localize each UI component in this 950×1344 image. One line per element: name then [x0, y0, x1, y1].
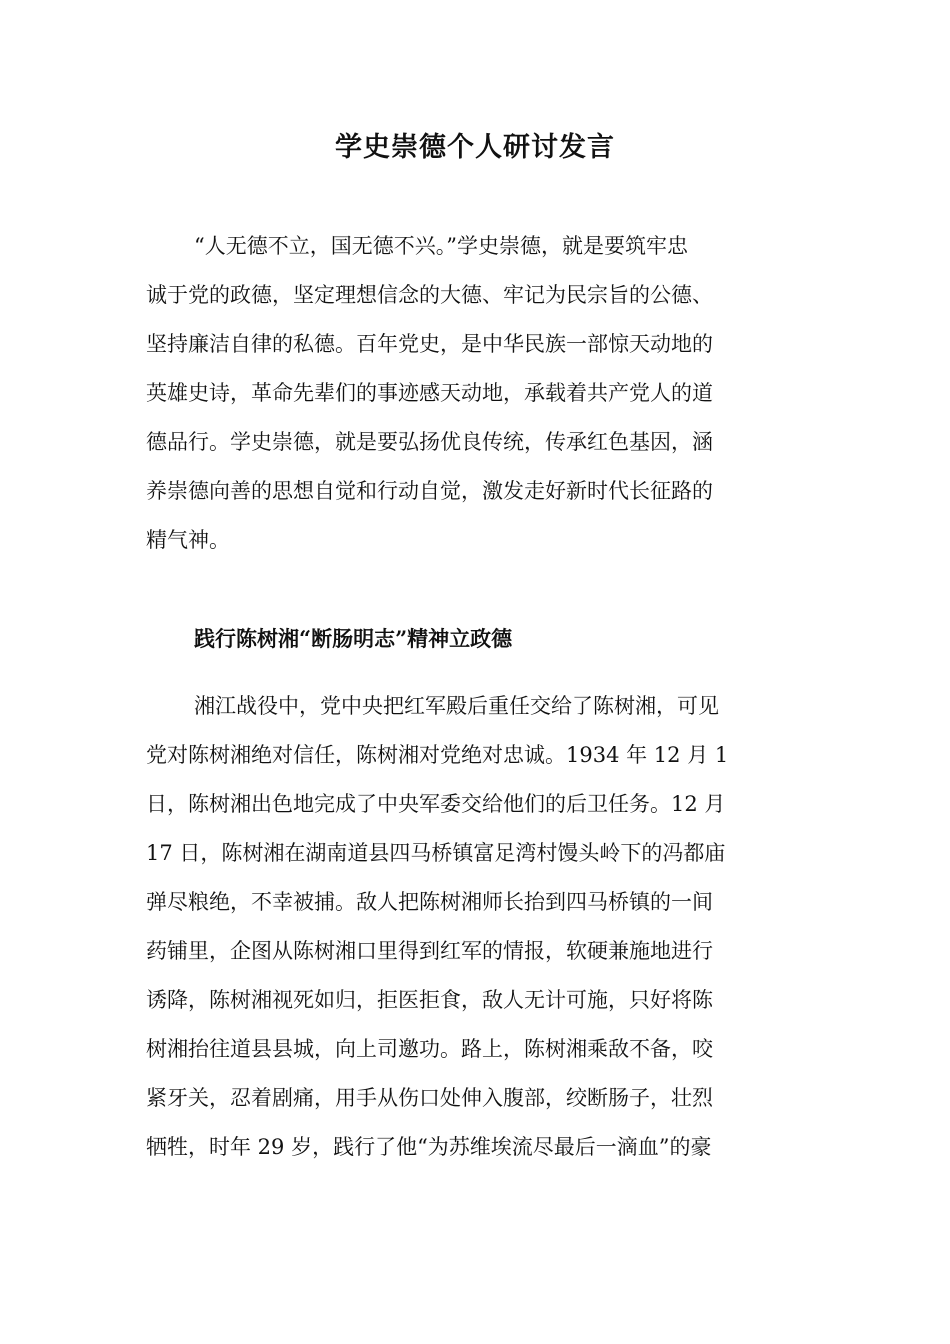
- paragraph-line: 树湘抬往道县县城，向上司邀功。路上，陈树湘乘敌不备，咬: [146, 1037, 713, 1061]
- paragraph-line: 德品行。学史崇德，就是要弘扬优良传统，传承红色基因，涵: [146, 430, 713, 454]
- paragraph-line: 党对陈树湘绝对信任，陈树湘对党绝对忠诚。1934 年 12 月 1: [146, 743, 729, 767]
- document-title: 学史崇德个人研讨发言: [335, 132, 615, 163]
- paragraph-line: 湘江战役中，党中央把红军殿后重任交给了陈树湘，可见: [194, 694, 719, 718]
- paragraph-line: 英雄史诗，革命先辈们的事迹感天动地，承载着共产党人的道: [146, 381, 713, 405]
- paragraph-chen-shuxiang: [146, 682, 800, 1172]
- paragraph-line: 弹尽粮绝，不幸被捕。敌人把陈树湘师长抬到四马桥镇的一间: [146, 890, 713, 914]
- paragraph-line: 牺牲，时年 29 岁，践行了他“为苏维埃流尽最后一滴血”的豪: [146, 1135, 712, 1159]
- paragraph-line: 诱降，陈树湘视死如归，拒医拒食，敌人无计可施，只好将陈: [146, 988, 713, 1012]
- paragraph-line: 17 日，陈树湘在湖南道县四马桥镇富足湾村馒头岭下的冯都庙: [146, 841, 726, 865]
- paragraph-line: 诚于党的政德，坚定理想信念的大德、牢记为民宗旨的公德、: [146, 283, 713, 307]
- paragraph-line: “人无德不立，国无德不兴。”学史崇德，就是要筑牢忠: [194, 234, 688, 258]
- paragraph-line: 精气神。: [146, 528, 230, 552]
- paragraph-line: 紧牙关，忍着剧痛，用手从伤口处伸入腹部，绞断肠子，壮烈: [146, 1086, 713, 1110]
- paragraph-line: 坚持廉洁自律的私德。百年党史，是中华民族一部惊天动地的: [146, 332, 713, 356]
- paragraph-line: 日，陈树湘出色地完成了中央军委交给他们的后卫任务。12 月: [146, 792, 726, 816]
- paragraph-line: 药铺里，企图从陈树湘口里得到红军的情报，软硬兼施地进行: [146, 939, 713, 963]
- paragraph-intro: [146, 222, 800, 565]
- paragraph-line: 养崇德向善的思想自觉和行动自觉，激发走好新时代长征路的: [146, 479, 713, 503]
- section-heading: 践行陈树湘“断肠明志”精神立政德: [194, 626, 513, 651]
